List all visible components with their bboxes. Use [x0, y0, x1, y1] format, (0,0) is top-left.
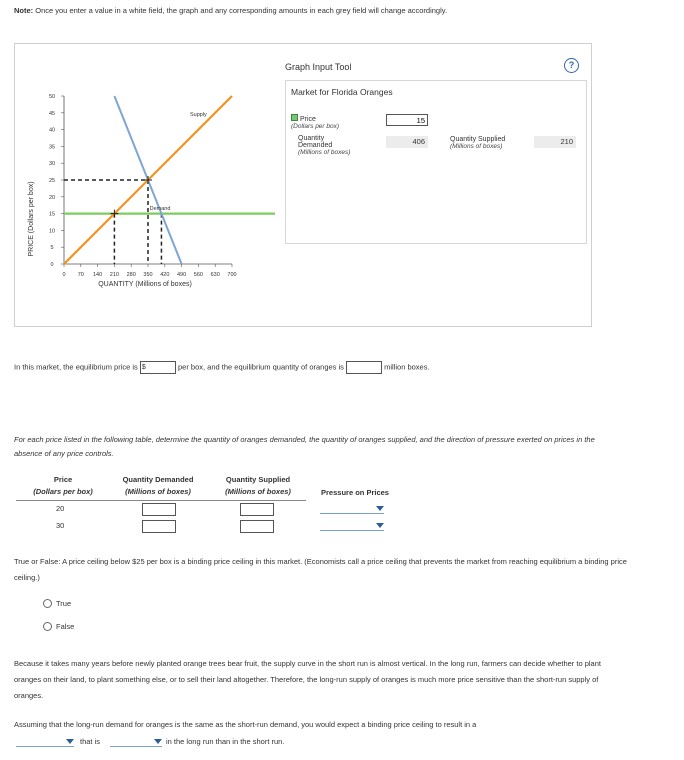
y-tick-label: 10 — [48, 228, 56, 235]
x-tick-label: 490 — [177, 272, 187, 278]
note-text: Note: Once you enter a value in a white field, the graph and any corresponding amounts in each grey field will change accordingly. — [14, 6, 448, 15]
price-label: Price (Dollars per box) — [291, 116, 340, 130]
table-row-price-30: 30 — [56, 521, 65, 530]
help-icon[interactable]: ? — [564, 58, 579, 73]
qd-value: 406 — [386, 136, 428, 148]
result-select[interactable] — [16, 736, 74, 747]
x-tick-label: 280 — [126, 272, 136, 278]
final-mid-text: that is — [80, 737, 101, 746]
eq-quantity-input[interactable] — [346, 361, 382, 374]
qd-label: Quantity Demanded (Millions of boxes) — [298, 135, 351, 156]
chevron-down-icon — [376, 506, 384, 511]
supply-demand-chart — [15, 84, 275, 344]
tool-title: Graph Input Tool — [285, 62, 352, 72]
x-tick-label: 560 — [193, 272, 203, 278]
x-tick-label: 700 — [227, 272, 237, 278]
table-header-price: Price (Dollars per box) — [33, 475, 93, 496]
y-tick-label: 45 — [48, 110, 56, 117]
pressure-select-30[interactable] — [320, 520, 384, 531]
supply-label: Supply — [189, 112, 207, 119]
chevron-down-icon — [376, 523, 384, 528]
table-row-price-20: 20 — [56, 504, 65, 513]
y-tick-label: 30 — [48, 161, 56, 168]
radio-true[interactable] — [43, 599, 52, 608]
size-select[interactable] — [110, 736, 162, 747]
table-header-qd: Quantity Demanded (Millions of boxes) — [122, 475, 194, 496]
chevron-down-icon — [154, 739, 162, 744]
y-tick-label: 0 — [50, 262, 54, 268]
y-tick-label: 40 — [48, 127, 56, 134]
pressure-select-20[interactable] — [320, 503, 384, 514]
radio-true-label: True — [56, 599, 72, 608]
y-tick-label: 20 — [48, 194, 56, 201]
price-swatch-icon — [291, 114, 298, 121]
qd-input-30[interactable] — [142, 520, 176, 533]
y-axis-label: PRICE (Dollars per box) — [28, 181, 35, 257]
qs-value: 210 — [534, 136, 576, 148]
y-tick-label: 15 — [48, 211, 56, 218]
qs-input-30[interactable] — [240, 520, 274, 533]
y-tick-label: 35 — [48, 144, 56, 151]
x-tick-label: 0 — [62, 272, 66, 278]
table-intro: For each price listed in the following table, determine the quantity of oranges demanded, the quantity of oranges supplied, and the direction of pressure exerted on prices in the absence of any price controls. — [14, 435, 595, 458]
equilibrium-question: In this market, the equilibrium price is $ per box, and the equilibrium quantity of oranges is million boxes. — [14, 361, 430, 374]
x-tick-label: 630 — [210, 272, 220, 278]
x-axis-label: QUANTITY (Millions of boxes) — [98, 281, 192, 288]
qs-label: Quantity Supplied (Millions of boxes) — [450, 136, 506, 150]
table-header-pressure: Pressure on Prices — [321, 488, 389, 497]
x-tick-label: 210 — [109, 272, 119, 278]
x-tick-label: 350 — [143, 272, 153, 278]
radio-false[interactable] — [43, 622, 52, 631]
tf-question: True or False: A price ceiling below $25 per box is a binding price ceiling in this market. (Economists call a price ceiling that prevents the market from reaching equilibrium a binding price ceiling.) — [14, 557, 627, 582]
y-tick-label: 25 — [48, 178, 56, 184]
y-tick-label: 5 — [50, 245, 54, 252]
x-tick-label: 420 — [160, 272, 170, 278]
radio-false-label: False — [56, 622, 75, 631]
final-question: Assuming that the long-run demand for oranges is the same as the short-run demand, you would expect a binding price ceiling to result in a — [14, 720, 477, 729]
tool-subtitle: Market for Florida Oranges — [291, 87, 393, 97]
final-end-text: in the long run than in the short run. — [166, 737, 285, 746]
table-divider — [16, 500, 306, 501]
x-tick-label: 70 — [77, 272, 84, 278]
x-tick-label: 140 — [93, 272, 103, 278]
demand-label: Demand — [149, 206, 171, 213]
eq-price-input[interactable]: $ — [140, 361, 176, 374]
graph-input-tool — [285, 80, 587, 244]
price-input[interactable] — [386, 114, 428, 126]
chevron-down-icon — [66, 739, 74, 744]
y-tick-label: 50 — [48, 94, 56, 100]
table-header-qs: Quantity Supplied (Millions of boxes) — [225, 475, 291, 496]
graph-panel — [14, 43, 592, 327]
long-run-paragraph: Because it takes many years before newly planted orange trees bear fruit, the supply curve in the short run is almost vertical. In the long run, farmers can decide whether to plant oranges on their land, to plant something else, or to sell their land altogether. Therefore, the long-run supply of oranges is much more price sensitive than the short-run supply of oranges. — [14, 659, 601, 700]
qs-input-20[interactable] — [240, 503, 274, 516]
qd-input-20[interactable] — [142, 503, 176, 516]
